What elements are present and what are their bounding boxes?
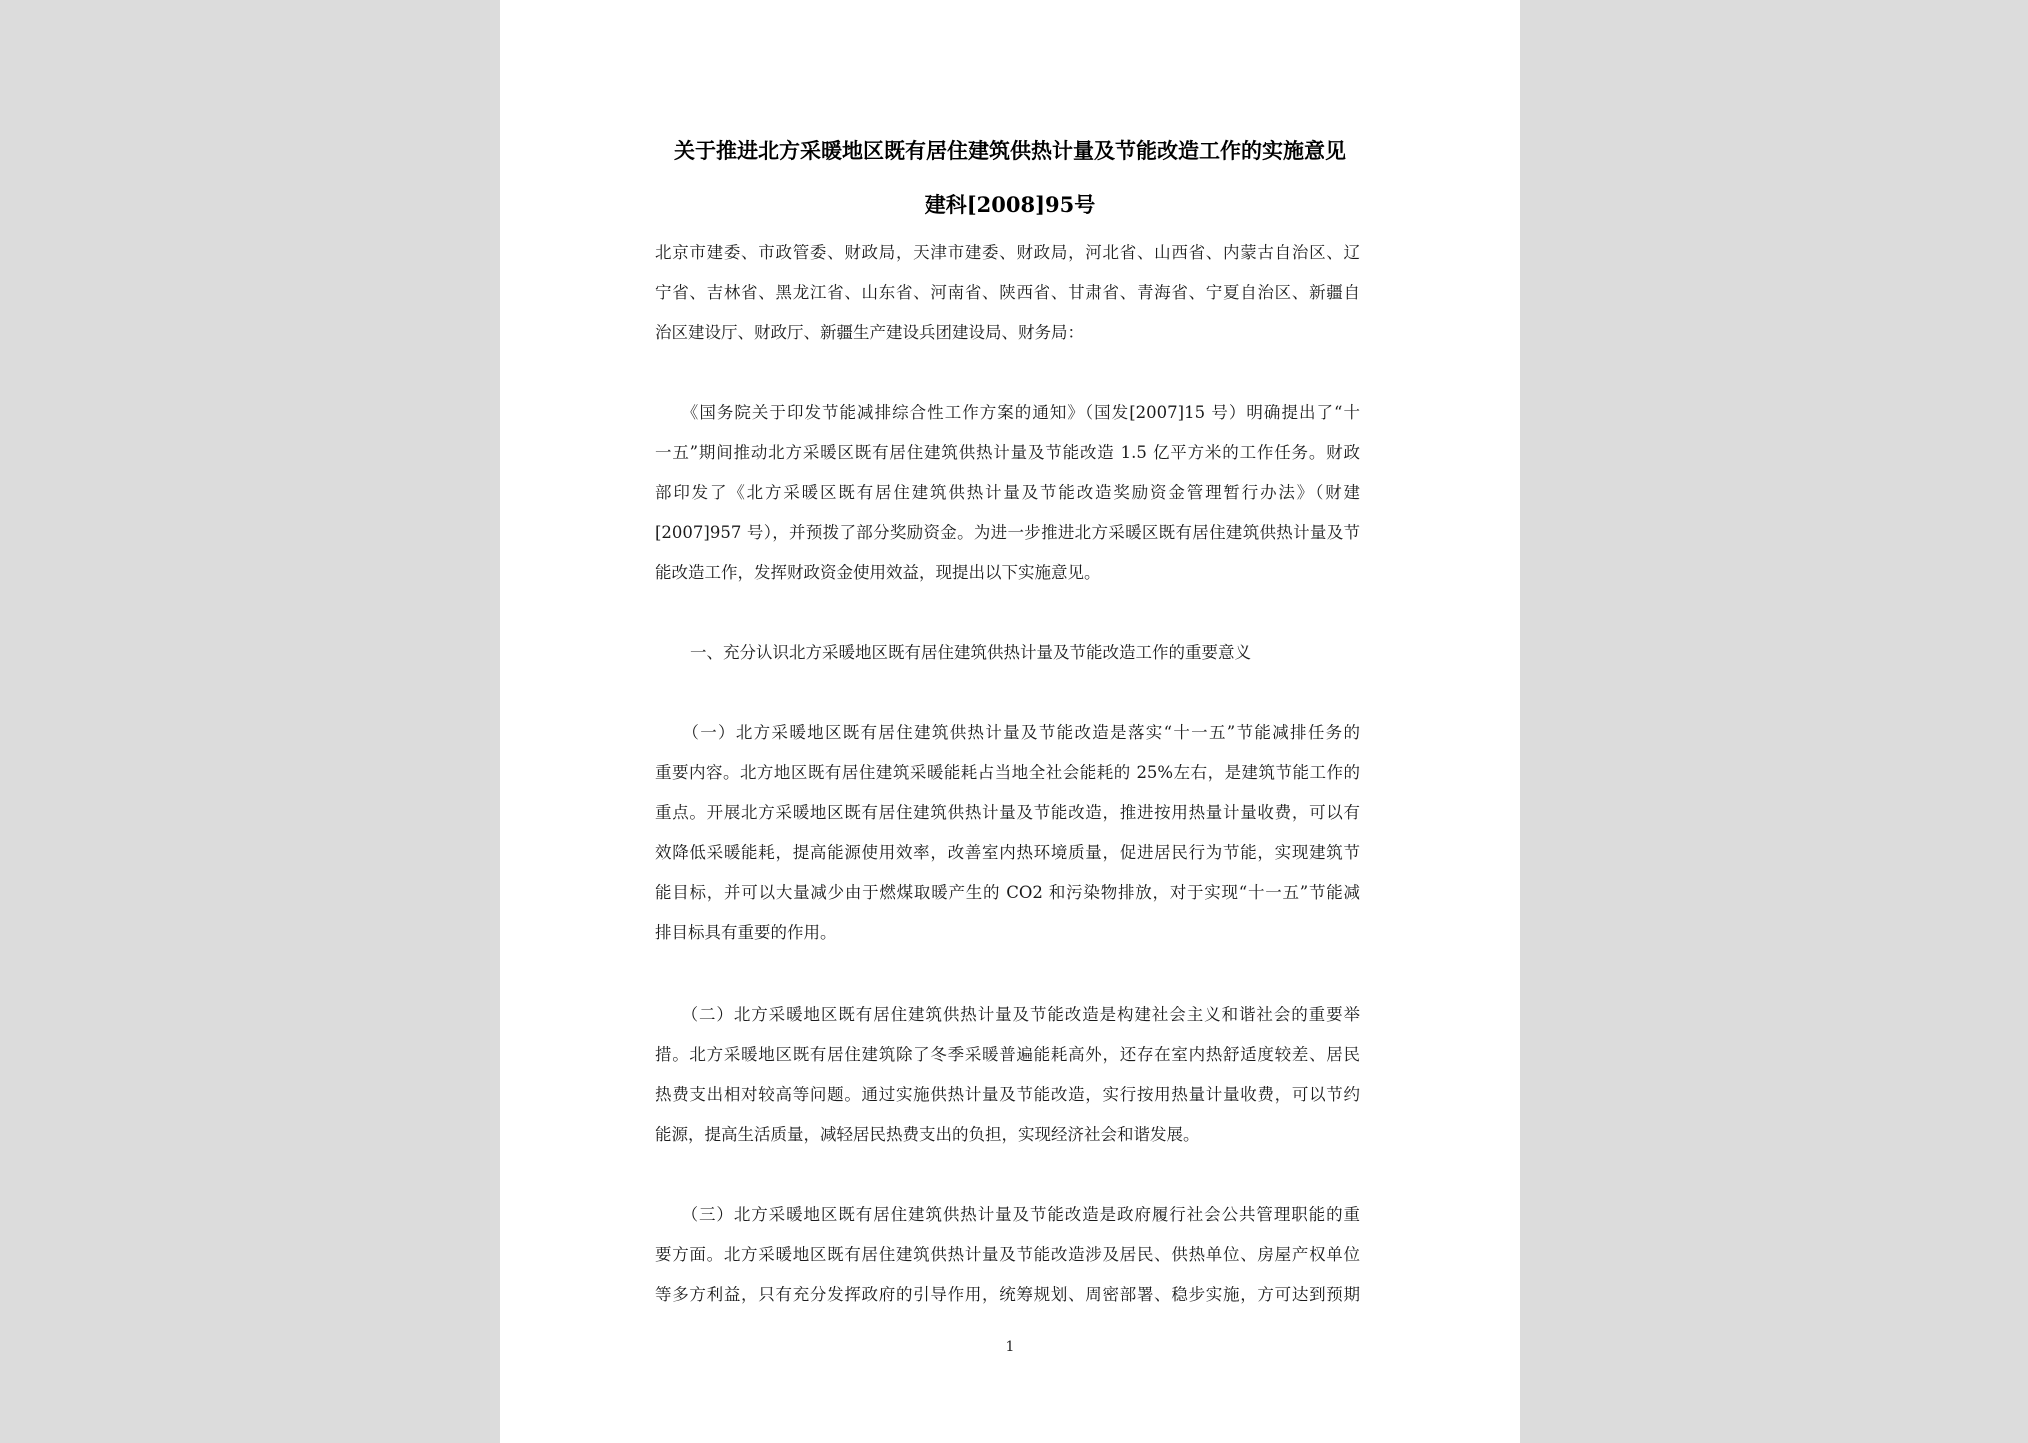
addressee-block — [655, 233, 1360, 353]
intro-paragraph — [655, 393, 1360, 593]
paragraph-line: [2007]957 号），并预拨了部分奖励资金。为进一步推进北方采暖区既有居住建筑供热计量及节 — [655, 523, 1360, 542]
paragraph-line: 措。北方采暖地区既有居住建筑除了冬季采暖普遍能耗高外，还存在室内热舒适度较差、居民 — [655, 1045, 1360, 1064]
addressee-line: 治区建设厅、财政厅、新疆生产建设兵团建设局、财务局： — [655, 323, 1084, 342]
paragraph-line: （三）北方采暖地区既有居住建筑供热计量及节能改造是政府履行社会公共管理职能的重 — [655, 1205, 1360, 1224]
paragraph-line: 要方面。北方采暖地区既有居住建筑供热计量及节能改造涉及居民、供热单位、房屋产权单位 — [655, 1245, 1360, 1264]
paragraph-line: 热费支出相对较高等问题。通过实施供热计量及节能改造，实行按用热量计量收费，可以节约 — [655, 1085, 1360, 1104]
paragraph-line: 效降低采暖能耗，提高能源使用效率，改善室内热环境质量，促进居民行为节能，实现建筑节 — [655, 843, 1360, 862]
paragraph-line: 《国务院关于印发节能减排综合性工作方案的通知》（国发[2007]15 号）明确提出了“十 — [655, 403, 1360, 422]
document-title: 关于推进北方采暖地区既有居住建筑供热计量及节能改造工作的实施意见 — [674, 138, 1346, 163]
paragraph-line: 等多方利益，只有充分发挥政府的引导作用，统筹规划、周密部署、稳步实施，方可达到预期 — [655, 1285, 1360, 1304]
paragraph-line: 能目标，并可以大量减少由于燃煤取暖产生的 CO2 和污染物排放，对于实现“十一五”节能减 — [655, 883, 1360, 902]
addressee-line: 北京市建委、市政管委、财政局，天津市建委、财政局，河北省、山西省、内蒙古自治区、辽 — [655, 243, 1360, 262]
paragraph-two — [655, 995, 1360, 1155]
paragraph-line: 能改造工作，发挥财政资金使用效益，现提出以下实施意见。 — [655, 563, 1101, 582]
paragraph-line: 重点。开展北方采暖地区既有居住建筑供热计量及节能改造，推进按用热量计量收费，可以有 — [655, 803, 1360, 822]
document-number: 建科[2008]95号 — [924, 192, 1096, 217]
addressee-line: 宁省、吉林省、黑龙江省、山东省、河南省、陕西省、甘肃省、青海省、宁夏自治区、新疆自 — [655, 283, 1360, 302]
section-heading: 一、充分认识北方采暖地区既有居住建筑供热计量及节能改造工作的重要意义 — [690, 643, 1251, 662]
paragraph-line: 能源，提高生活质量，减轻居民热费支出的负担，实现经济社会和谐发展。 — [655, 1125, 1200, 1144]
paragraph-one — [655, 713, 1360, 953]
page-number: 1 — [1005, 1339, 1015, 1355]
paragraph-line: （二）北方采暖地区既有居住建筑供热计量及节能改造是构建社会主义和谐社会的重要举 — [655, 1005, 1360, 1024]
paragraph-line: 部印发了《北方采暖区既有居住建筑供热计量及节能改造奖励资金管理暂行办法》（财建 — [655, 483, 1360, 502]
document-page — [500, 0, 1520, 1443]
paragraph-line: （一）北方采暖地区既有居住建筑供热计量及节能改造是落实“十一五”节能减排任务的 — [655, 723, 1360, 742]
paragraph-three — [655, 1195, 1360, 1315]
paragraph-line: 一五”期间推动北方采暖区既有居住建筑供热计量及节能改造 1.5 亿平方米的工作任务。财政 — [655, 443, 1360, 462]
paragraph-line: 排目标具有重要的作用。 — [655, 923, 837, 942]
paragraph-line: 重要内容。北方地区既有居住建筑采暖能耗占当地全社会能耗的 25%左右，是建筑节能工作的 — [655, 763, 1360, 782]
